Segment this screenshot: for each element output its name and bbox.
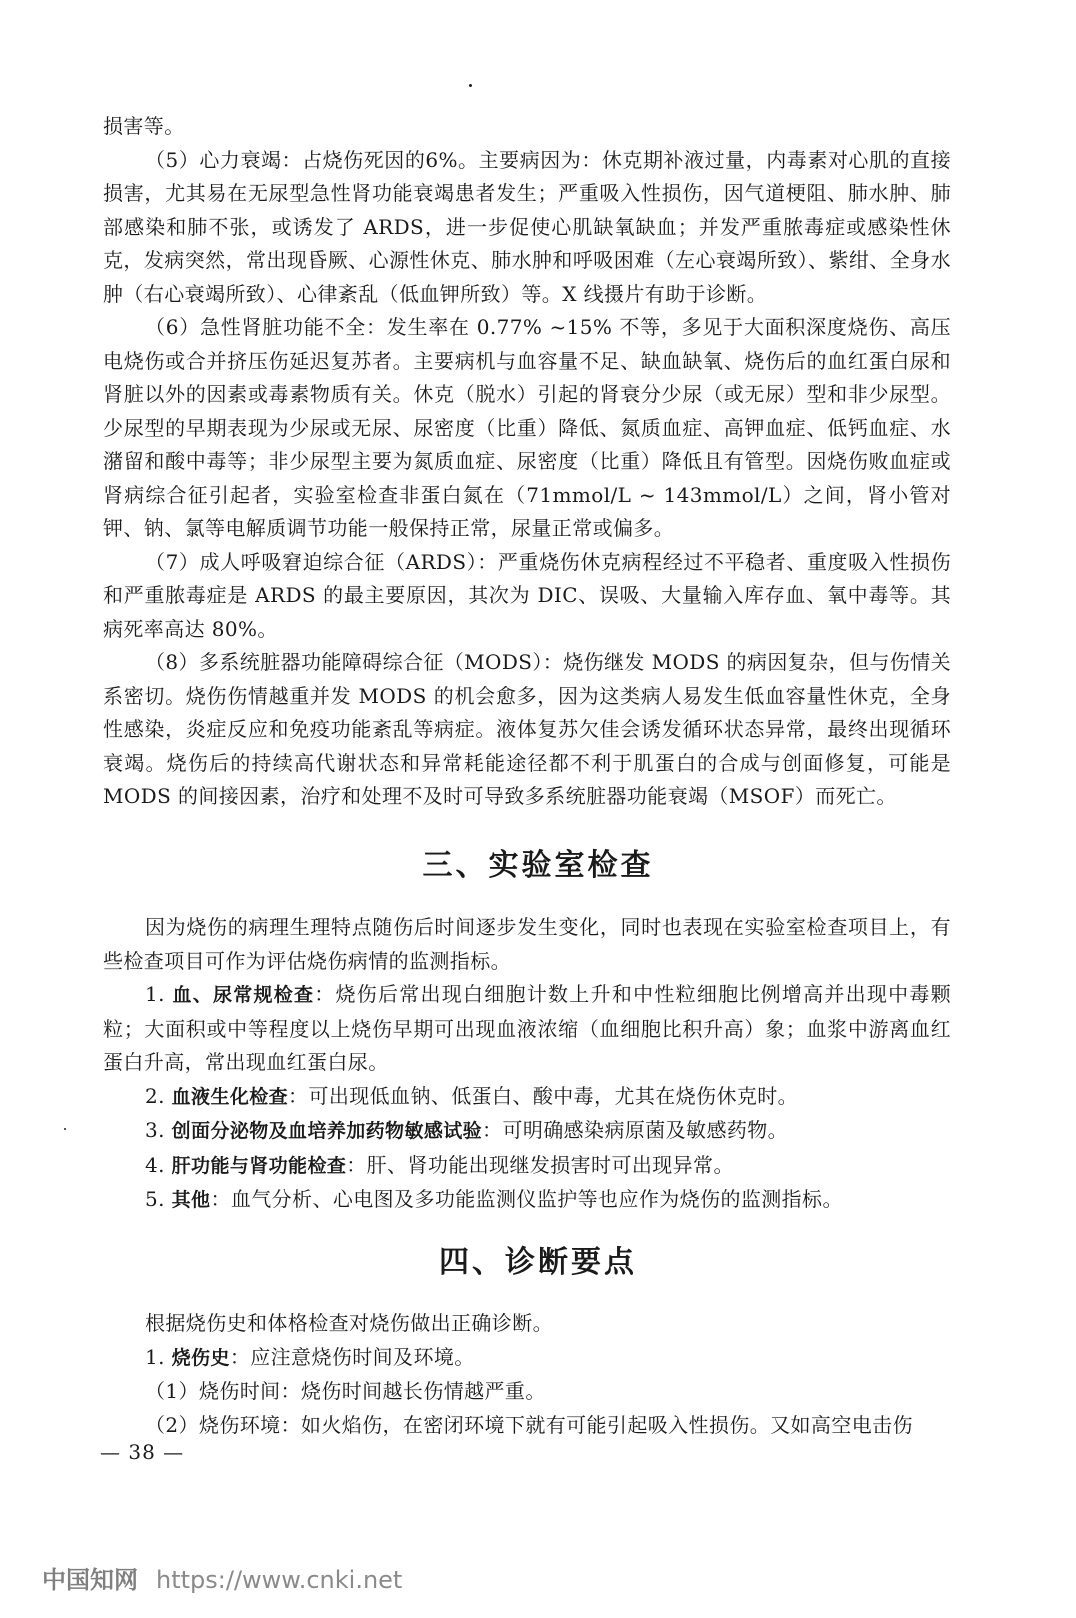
diagnosis-sub-1: （1）烧伤时间：烧伤时间越长伤情越严重。: [145, 1379, 546, 1403]
scan-dot: [64, 1128, 66, 1130]
body-text-top: [103, 110, 951, 814]
watermark-footer: [42, 1560, 402, 1595]
cnki-logo: 中国知网: [42, 1566, 138, 1594]
lab-item-title: 血、尿常规检查: [172, 984, 315, 1006]
lab-item-4: 4. 肝功能与肾功能检查：肝、肾功能出现继发损害时可出现异常。: [145, 1152, 734, 1177]
diagnosis-intro: 根据烧伤史和体格检查对烧伤做出正确诊断。: [145, 1311, 553, 1335]
lab-item-title: 肝功能与肾功能检查: [171, 1154, 347, 1177]
lab-item-title: 其他: [171, 1189, 211, 1211]
lab-item-5: 5. 其他：血气分析、心电图及多功能监测仪监护等也应作为烧伤的监测指标。: [145, 1187, 843, 1211]
scan-dot: [469, 84, 472, 87]
section-heading-diagnosis: 四、诊断要点: [439, 1245, 637, 1280]
paragraph-ards: （7）成人呼吸窘迫综合征（ARDS）：严重烧伤休克病程经过不平稳者、重度吸入性损伤和严重脓毒症是 ARDS 的最主要原因，其次为 DIC、误吸、大量输入库存血、氧中毒等。其病死率高达 80%。: [103, 549, 951, 641]
section-heading-lab-tests: 三、实验室检查: [422, 848, 654, 883]
diagnosis-sub-2: （2）烧伤环境：如火焰伤，在密闭环境下就有可能引起吸入性损伤。又如高空电击伤: [145, 1412, 913, 1437]
paragraph-heart-failure: （5）心力衰竭：占烧伤死因的6%。主要病因为：休克期补液过量，内毒素对心肌的直接损害，尤其易在无尿型急性肾功能衰竭患者发生；严重吸入性损伤，因气道梗阻、肺水肿、肺部感染和肺不张，或诱发了 ARDS，进一步促使心肌缺氧缺血；并发严重脓毒症或感染性休克，发病突然，常出现昏厥、心源性休克、肺水肿和呼吸困难（左心衰竭所致）、紫绀、全身水肿（右心衰竭所致）、心律紊乱（低血钾所致）等。X 线摄片有助于诊断。: [103, 147, 951, 306]
body-text-diagnosis: [103, 1307, 951, 1442]
lab-item-title: 创面分泌物及血培养加药物敏感试验: [171, 1120, 483, 1142]
page-number: — 38 —: [100, 1440, 185, 1464]
paragraph-mods: （8）多系统脏器功能障碍综合征（MODS）：烧伤继发 MODS 的病因复杂，但与伤情关系密切。烧伤伤情越重并发 MODS 的机会愈多，因为这类病人易发生低血容量性休克，全身性感染，炎症反应和免疫功能紊乱等病症。液体复苏欠佳会诱发循环状态异常，最终出现循环衰竭。烧伤后的持续高代谢状态和异常耗能途径都不利于肌蛋白的合成与创面修复，可能是 MODS 的间接因素，治疗和处理不及时可导致多系统脏器功能衰竭（MSOF）而死亡。: [103, 650, 951, 808]
lab-item-title: 血液生化检查: [171, 1085, 289, 1108]
body-text-lab: [103, 911, 951, 1218]
diagnosis-item-1: 1. 烧伤史：应注意烧伤时间及环境。: [145, 1344, 475, 1369]
paragraph-continued: 损害等。: [103, 114, 185, 138]
cnki-url: https://www.cnki.net: [156, 1566, 403, 1594]
lab-intro: 因为烧伤的病理生理特点随伤后时间逐步发生变化，同时也表现在实验室检查项目上，有些检查项目可作为评估烧伤病情的监测指标。: [103, 915, 951, 973]
paragraph-renal-insufficiency: （6）急性肾脏功能不全：发生率在 0.77% ~15% 不等，多见于大面积深度烧伤、高压电烧伤或合并挤压伤延迟复苏者。主要病机与血容量不足、缺血缺氧、烧伤后的血红蛋白尿和肾脏以外的因素或毒素物质有关。休克（脱水）引起的肾衰分少尿（或无尿）型和非少尿型。少尿型的早期表现为少尿或无尿、尿密度（比重）降低、氮质血症、高钾血症、低钙血症、水潴留和酸中毒等；非少尿型主要为氮质血症、尿密度（比重）降低且有管型。因烧伤败血症或肾病综合征引起者，实验室检查非蛋白氮在（71mmol/L ~ 143mmol/L）之间，肾小管对钾、钠、氯等电解质调节功能一般保持正常，尿量正常或偏多。: [103, 315, 951, 540]
diagnosis-item-title: 烧伤史: [171, 1346, 230, 1369]
lab-item-2: 2. 血液生化检查：可出现低血钠、低蛋白、酸中毒，尤其在烧伤休克时。: [145, 1083, 799, 1108]
lab-item-1: 1. 血、尿常规检查：烧伤后常出现白细胞计数上升和中性粒细胞比例增高并出现中毒颗粒；大面积或中等程度以上烧伤早期可出现血液浓缩（血细胞比积升高）象；血浆中游离血红蛋白升高，常出现血红蛋白尿。: [103, 982, 952, 1074]
lab-item-3: 3. 创面分泌物及血培养加药物敏感试验：可明确感染病原菌及敏感药物。: [145, 1118, 789, 1142]
